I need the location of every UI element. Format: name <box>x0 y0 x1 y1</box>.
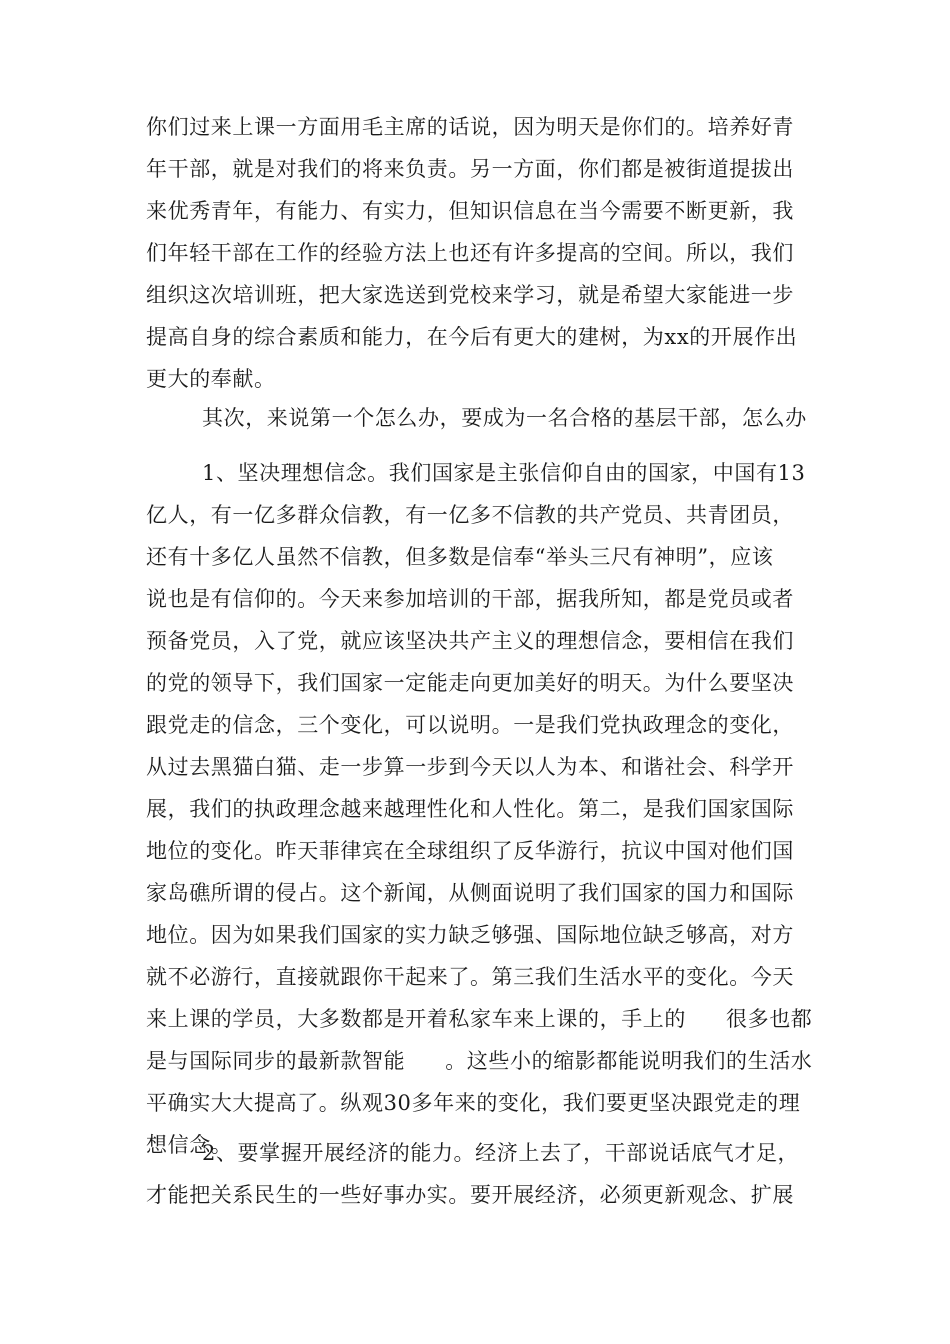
text-line: 的党的领导下，我们国家一定能走向更加美好的明天。为什么要坚决 <box>146 671 794 695</box>
text-line: 提高自身的综合素质和能力，在今后有更大的建树，为xx的开展作出 <box>146 325 798 349</box>
text-line: 亿人，有一亿多群众信教，有一亿多不信教的共产党员、共青团员， <box>146 503 794 527</box>
text-line <box>146 1040 816 1082</box>
text-line: 更大的奉献。 <box>146 367 276 391</box>
paragraph-4 <box>146 1132 816 1216</box>
paragraph-2 <box>146 397 816 439</box>
text-line: 想信念。 <box>146 1133 233 1157</box>
text-line: 们年轻干部在工作的经验方法上也还有许多提高的空间。所以，我们 <box>146 241 794 265</box>
text-line: 预备党员，入了党，就应该坚决共产主义的理想信念，要相信在我们 <box>146 629 794 653</box>
text-line: 你们过来上课一方面用毛主席的话说，因为明天是你们的。培养好青 <box>146 115 794 139</box>
text-line: 其次，来说第一个怎么办，要成为一名合格的基层干部，怎么办 <box>202 406 807 430</box>
text-line <box>146 998 816 1040</box>
text-line: 2、要掌握开展经济的能力。经济上去了，干部说话底气才足， <box>202 1141 800 1165</box>
text-line: 还有十多亿人虽然不信教，但多数是信奉“举头三尺有神明”，应该 <box>146 545 774 569</box>
text-line: 从过去黑猫白猫、走一步算一步到今天以人为本、和谐社会、科学开 <box>146 755 794 779</box>
text-line: 就不必游行，直接就跟你干起来了。第三我们生活水平的变化。今天 <box>146 965 794 989</box>
text-line: 1、坚决理想信念。我们国家是主张信仰自由的国家，中国有13 <box>202 461 806 485</box>
text-line: 展，我们的执政理念越来越理性化和人性化。第二，是我们国家国际 <box>146 797 794 821</box>
text-line: 才能把关系民生的一些好事办实。要开展经济，必须更新观念、扩展 <box>146 1183 794 1207</box>
text-line: 家岛礁所谓的侵占。这个新闻，从侧面说明了我们国家的国力和国际 <box>146 881 794 905</box>
text-segment: 。这些小的缩影都能说明我们的生活水 <box>445 1049 813 1073</box>
text-line: 平确实大大提高了。纵观30多年来的变化，我们要更坚决跟党走的理 <box>146 1091 801 1115</box>
text-line: 说也是有信仰的。今天来参加培训的干部，据我所知，都是党员或者 <box>146 587 794 611</box>
text-line: 来优秀青年，有能力、有实力，但知识信息在当今需要不断更新，我 <box>146 199 794 223</box>
text-segment: 来上课的学员，大多数都是开着私家车来上课的，手上的 <box>146 1007 686 1031</box>
text-line: 地位的变化。昨天菲律宾在全球组织了反华游行，抗议中国对他们国 <box>146 839 794 863</box>
text-segment: 是与国际同步的最新款智能 <box>146 1049 406 1073</box>
text-line: 地位。因为如果我们国家的实力缺乏够强、国际地位缺乏够高，对方 <box>146 923 794 947</box>
text-segment: 很多也都 <box>726 1007 813 1031</box>
paragraph-1 <box>146 106 816 400</box>
paragraph-3 <box>146 452 816 1166</box>
text-line: 跟党走的信念，三个变化，可以说明。一是我们党执政理念的变化， <box>146 713 794 737</box>
text-line: 组织这次培训班，把大家选送到党校来学习，就是希望大家能进一步 <box>146 283 794 307</box>
text-line: 年干部，就是对我们的将来负责。另一方面，你们都是被街道提拔出 <box>146 157 794 181</box>
